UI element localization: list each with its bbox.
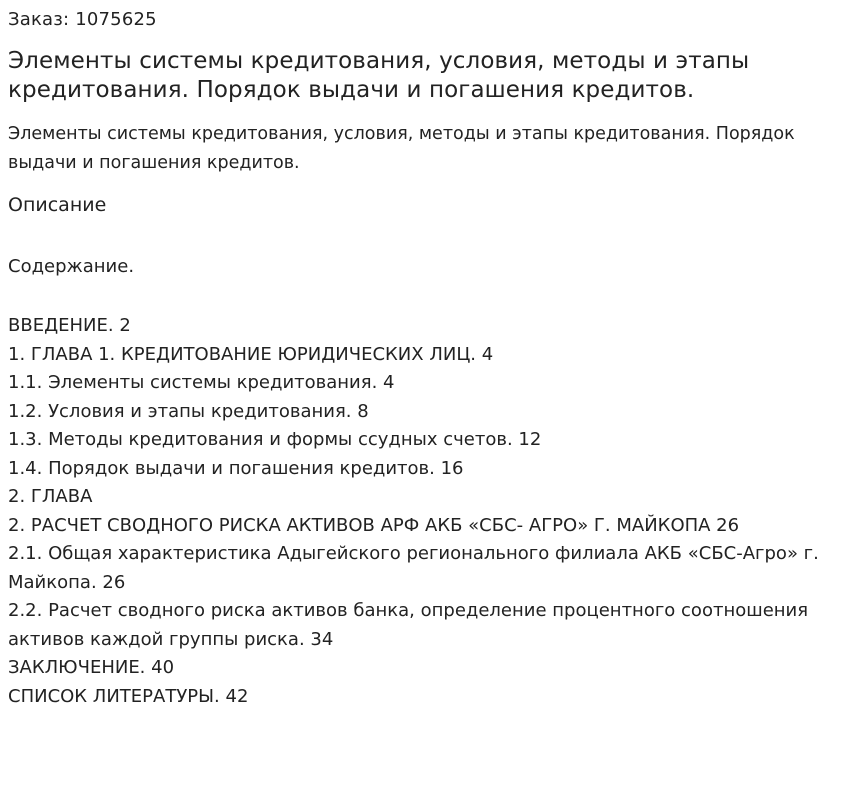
- toc-item: 2. ГЛАВА: [8, 486, 93, 508]
- toc-item: 2.1. Общая характеристика Адыгейского регионального филиала АКБ «СБС-Агро» г. Майкопа. 26: [8, 543, 819, 593]
- document-page: [0, 9, 847, 711]
- page-title: Элементы системы кредитования, условия, методы и этапы кредитования. Порядок выдачи и погашения кредитов.: [8, 48, 750, 103]
- description-heading: Описание: [8, 194, 107, 217]
- order-number: Заказ: 1075625: [8, 9, 157, 30]
- toc-item: 1.2. Условия и этапы кредитования. 8: [8, 400, 369, 422]
- table-of-contents: [8, 312, 839, 711]
- toc-item: 2. РАСЧЕТ СВОДНОГО РИСКА АКТИВОВ АРФ АКБ «СБС- АГРО» Г. МАЙКОПА 26: [8, 514, 740, 536]
- toc-item: 1.3. Методы кредитования и формы ссудных счетов. 12: [8, 429, 542, 451]
- toc-item: 1.4. Порядок выдачи и погашения кредитов. 16: [8, 457, 464, 479]
- toc-item: 1.1. Элементы системы кредитования. 4: [8, 372, 395, 394]
- toc-item: ЗАКЛЮЧЕНИЕ. 40: [8, 657, 175, 679]
- contents-heading: Содержание.: [8, 256, 135, 278]
- toc-item: 1. ГЛАВА 1. КРЕДИТОВАНИЕ ЮРИДИЧЕСКИХ ЛИЦ. 4: [8, 343, 494, 365]
- toc-item: 2.2. Расчет сводного риска активов банка, определение процентного соотношения активов каждой группы риска. 34: [8, 600, 809, 650]
- toc-item: ВВЕДЕНИЕ. 2: [8, 315, 131, 337]
- page-subtitle: Элементы системы кредитования, условия, методы и этапы кредитования. Порядок выдачи и погашения кредитов.: [8, 124, 795, 174]
- toc-item: СПИСОК ЛИТЕРАТУРЫ. 42: [8, 685, 249, 707]
